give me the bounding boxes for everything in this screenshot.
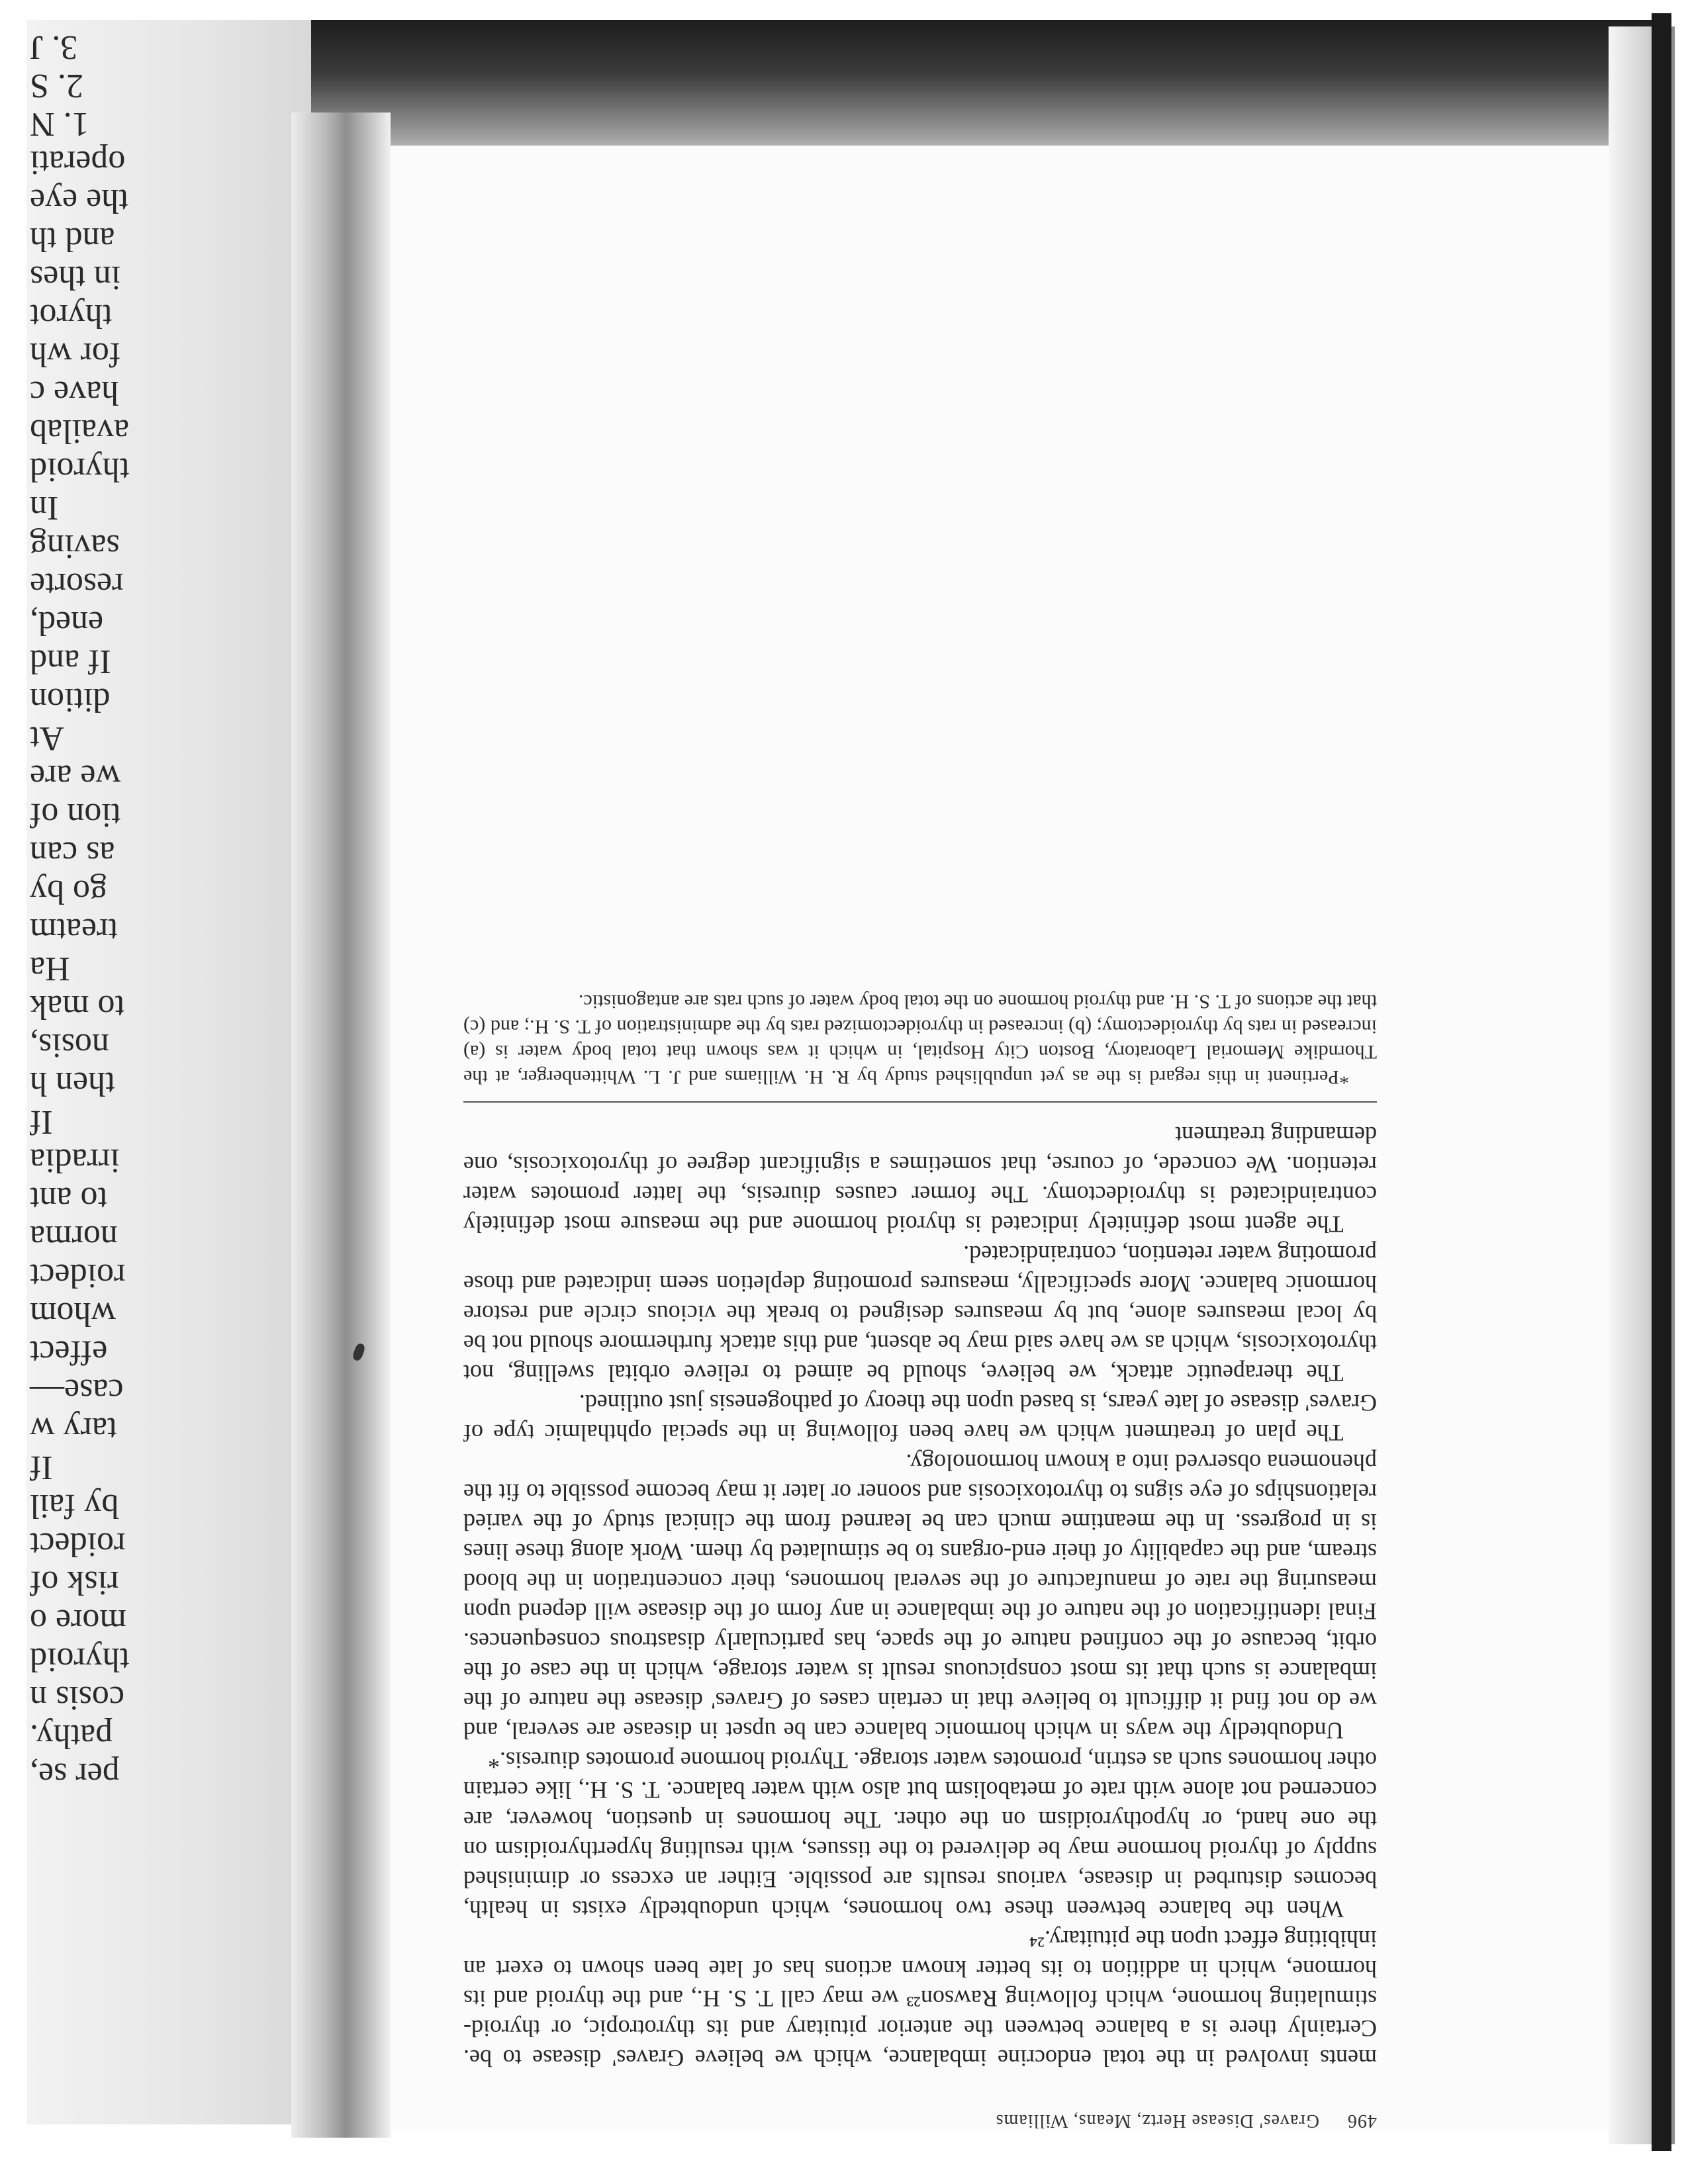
facing-page-line: effect <box>30 1334 108 1371</box>
facing-page-line: irradia <box>30 1142 120 1179</box>
facing-page-line: Ha <box>30 950 70 987</box>
facing-page-line: availab <box>30 412 130 450</box>
facing-page-line: risk of <box>30 1564 119 1602</box>
facing-page-line: the eye <box>30 182 128 220</box>
facing-page-line: nosis, <box>30 1026 109 1064</box>
facing-page-line: dition <box>30 681 111 719</box>
facing-page-line: roidect <box>30 1525 126 1563</box>
facing-page-line: have c <box>30 374 119 412</box>
facing-page-line: in thes <box>30 259 121 296</box>
facing-page-line: and th <box>30 220 115 258</box>
facing-page-line: 2. S <box>30 67 83 105</box>
facing-page-line: case— <box>30 1372 124 1410</box>
footnote-divider <box>463 1101 1377 1103</box>
facing-page-line: thyroid <box>30 451 130 488</box>
facing-page-line: resorte <box>30 566 124 604</box>
paragraph: The plan of treatment which we have been following in the special ophthalmic type of Graves' disease of late years, is based upon the theory of pathogenesis just outlined. <box>463 1390 1377 1446</box>
facing-page-line: per se, <box>30 1756 120 1794</box>
body-text <box>463 1120 1377 2073</box>
paragraph: The agent most definitely indicated is thyroid hormone and the measure most definitely contraindicated is thyroidectomy. The former causes diuresis, the latter promotes water retention. We concede, of course, that sometimes a significant degree of thyrotoxicosis, one demanding treatment <box>463 1122 1377 1238</box>
facing-page-line: then h <box>30 1065 115 1103</box>
facing-page-line: 1. N <box>30 105 89 143</box>
facing-page-line: At <box>30 719 64 757</box>
facing-page-line: thyroid <box>30 1641 130 1678</box>
facing-page-line: to mak <box>30 988 124 1026</box>
facing-page-line: by fail <box>30 1487 119 1525</box>
facing-page-line: tion of <box>30 796 121 834</box>
facing-page-line: tary w <box>30 1410 117 1448</box>
paragraph: The therapeutic attack, we believe, should be aimed to relieve orbital swelling, not thyrotoxicosis, which as we have said may be absent, and this attack furthermore should not be by local measures alone, but by measures designed to break the vicious circle and restore hormonic balance. More specifically, measures promoting depletion seem indicated and those promoting water retention, contraindicated. <box>463 1241 1377 1387</box>
facing-page-line: we are <box>30 758 121 796</box>
facing-page-line: saving <box>30 527 120 565</box>
facing-page-line: go by <box>30 873 107 911</box>
facing-page-line: pathy. <box>30 1717 113 1755</box>
footnote-text: *Pertinent in this regard is the as yet unpublished study by R. H. Williams and J. L. Whittenberger, at the Thorndike Memorial Laboratory, Boston City Hospital, in which it was shown that total body water is (a) increased in rats by thyroidectomy; (b) increased in thyroidectomized rats by the administration of T. S. H.; and (c) that the actions of T. S. H. and thyroid hormone on the total body water of such rats are antagonistic. <box>463 991 1377 1088</box>
facing-page-line: 3. J <box>30 28 78 66</box>
paragraph: Undoubtedly the ways in which hormonic balance can be upset in disease are several, and we do not find it difficult to believe that in certain cases of Graves' disease the nature of the imbalance is such that its most conspicuous result is water storage, which in the case of the orbit, because of the confined nature of the space, has particularly disastrous consequences. Final identification of the nature of the imbalance in any form of the disease will depend upon measuring the rate of manufacture of the several hormones, their concentration in the blood stream, and the capability of their end-organs to be stimulated by them. Work along these lines is in progress. In the meantime much can be learned from the clinical study of the varied relationships of eye signs to thyrotoxicosis and sooner or later it may become possible to fit the phenomena observed into a known hormonology. <box>463 1449 1377 1744</box>
facing-page-line: operati <box>30 144 126 181</box>
facing-page-line: thyrot <box>30 297 113 335</box>
facing-page-line: norma <box>30 1218 118 1256</box>
page-number: 496 <box>1347 2111 1377 2131</box>
facing-page-line: If and <box>30 643 111 680</box>
facing-page-line: to ant <box>30 1180 107 1218</box>
scanner-border <box>1652 13 1671 2151</box>
facing-page-line: ened, <box>30 604 104 642</box>
book-gutter-shadow <box>291 113 391 2138</box>
facing-page-line: If <box>30 1449 53 1486</box>
facing-page-line: If <box>30 1103 53 1141</box>
facing-page-line: more o <box>30 1602 126 1640</box>
facing-page-line: as can <box>30 835 115 872</box>
facing-page-line: treatm <box>30 911 118 949</box>
running-head <box>463 2110 1377 2131</box>
facing-page-line: whom <box>30 1295 116 1333</box>
facing-page-line: In <box>30 489 59 527</box>
paragraph: ments involved in the total endocrine imbalance, which we believe Graves' disease to be. Certainly there is a balance between the anterior pituitary and its thyrotropic, or thyroid-stimulating hormone, which following Rawson²³ we may call T. S. H., and the thyroid and its hormone, which in addition to its better known actions has of late been shown to exert an inhibiting effect upon the pituitary.²⁴ <box>463 1926 1377 2071</box>
running-head-title: Graves' Disease Hertz, Means, Williams <box>995 2111 1319 2131</box>
footnote <box>463 989 1377 1089</box>
page-content-upside-down <box>463 437 1377 2131</box>
facing-page-line: cosis n <box>30 1679 124 1717</box>
facing-page-text <box>30 28 295 1794</box>
facing-page-line: roidect <box>30 1257 126 1295</box>
facing-page-line: for wh <box>30 336 121 373</box>
paragraph: When the balance between these two hormones, which undoubtedly exists in health, becomes disturbed in disease, various results are possible. Either an excess or diminished supply of thyroid hormone may be delivered to the tissues, with resulting hyperthyroidism on the one hand, or hypothyroidism on the other. The hormones in question, however, are concerned not alone with rate of metabolism but also with water balance. T. S. H., like certain other hormones such as estrin, promotes water storage. Thyroid hormone promotes diuresis.* <box>463 1747 1377 1923</box>
